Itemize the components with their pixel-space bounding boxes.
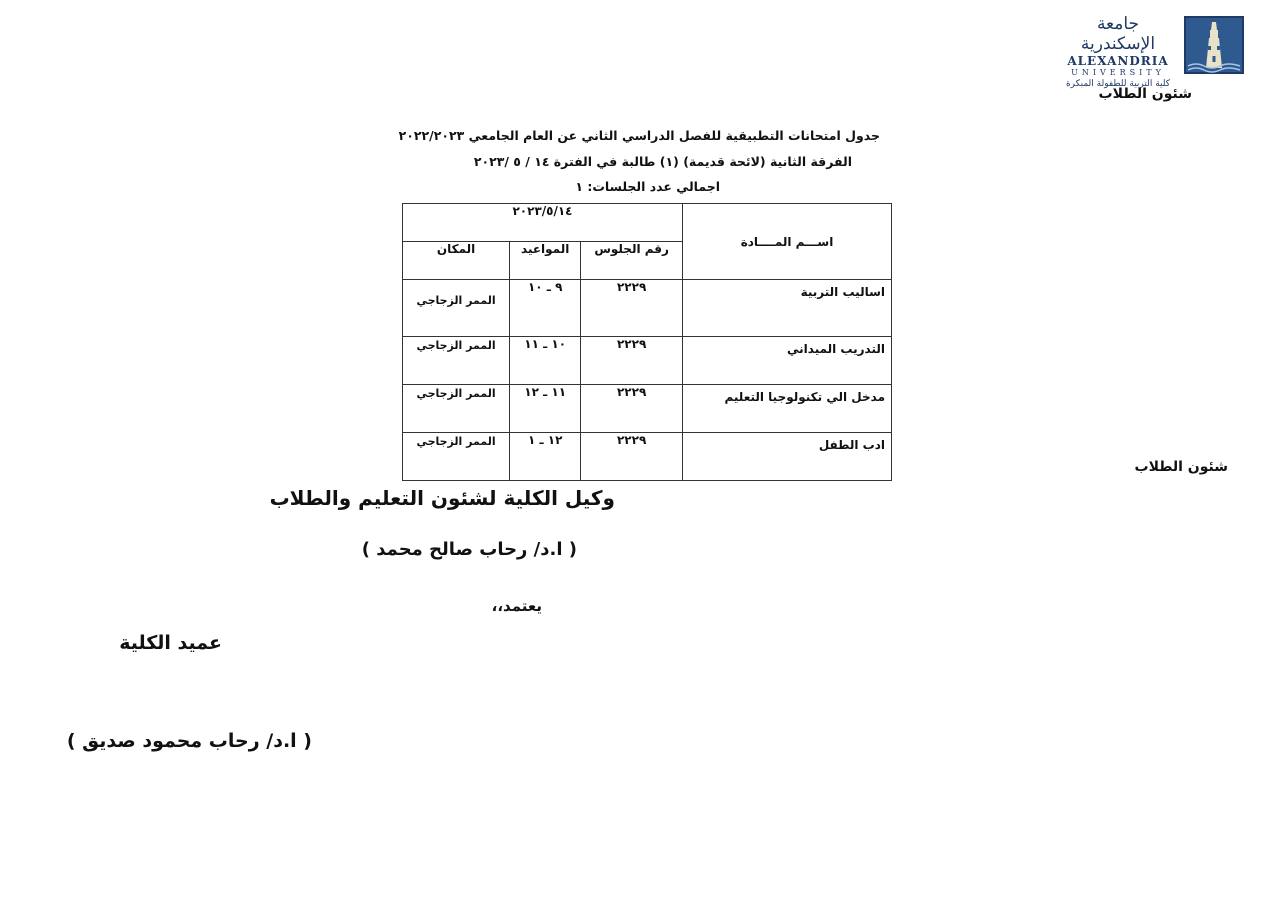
table-row: [403, 337, 892, 385]
exam-schedule-table: [402, 203, 892, 481]
logo-university-text: UNIVERSITY: [1071, 68, 1165, 77]
subject-cell: اساليب التربية: [683, 280, 892, 337]
subject-cell: مدخل الي تكنولوجيا التعليم: [683, 385, 892, 433]
time-cell: ٩ ـ ١٠: [510, 280, 581, 337]
logo-text-block: [1058, 14, 1178, 90]
subject-cell: ادب الطفل: [683, 433, 892, 481]
time-column-header: المواعيد: [510, 242, 581, 280]
table-row: [403, 280, 892, 337]
department-label-top: شئون الطلاب: [1098, 86, 1192, 102]
date-column-header: ٢٠٢٣/٥/١٤: [403, 204, 683, 242]
dean-name: ( ا.د/ رحاب محمود صديق ): [66, 730, 312, 752]
time-cell: ١٢ ـ ١: [510, 433, 581, 481]
logo-arabic-text: جامعة الإسكندرية: [1080, 14, 1156, 54]
seat-number-cell: ٢٢٢٩: [581, 337, 683, 385]
subject-column-header: اســـم المــــادة: [683, 204, 892, 280]
table-header-row: [403, 204, 892, 242]
seat-number-cell: ٢٢٢٩: [581, 280, 683, 337]
sessions-total-line: اجمالي عدد الجلسات: ١: [575, 179, 720, 194]
department-label-bottom: شئون الطلاب: [1134, 459, 1228, 475]
dean-title: عميد الكلية: [119, 632, 222, 654]
lighthouse-emblem-icon: [1184, 16, 1244, 74]
university-logo: [1058, 14, 1244, 89]
time-cell: ١٠ ـ ١١: [510, 337, 581, 385]
schedule-title-line1: جدول امتحانات التطبيقية للفصل الدراسي الثاني عن العام الجامعي ٢٠٢٢/٢٠٢٣: [398, 128, 880, 143]
place-cell: الممر الزجاجي: [403, 385, 510, 433]
table-row: [403, 385, 892, 433]
seat-number-cell: ٢٢٢٩: [581, 433, 683, 481]
subject-cell: التدريب الميداني: [683, 337, 892, 385]
logo-latin-text: ALEXANDRIA: [1067, 54, 1169, 68]
place-cell: الممر الزجاجي: [403, 280, 510, 337]
schedule-title-line2: الفرقة الثانية (لائحة قديمة) (١) طالبة في الفترة ١٤ / ٥ /٢٠٢٣: [473, 154, 852, 169]
vice-dean-name: ( ا.د/ رحاب صالح محمد ): [361, 539, 577, 560]
place-cell: الممر الزجاجي: [403, 337, 510, 385]
time-cell: ١١ ـ ١٢: [510, 385, 581, 433]
vice-dean-title: وكيل الكلية لشئون التعليم والطلاب: [269, 486, 615, 510]
place-column-header: المكان: [403, 242, 510, 280]
logo-faculty-text: كلية التربية للطفولة المبكرة: [1065, 79, 1171, 89]
seat-number-cell: ٢٢٢٩: [581, 385, 683, 433]
table-row: [403, 433, 892, 481]
seat-column-header: رقم الجلوس: [581, 242, 683, 280]
place-cell: الممر الزجاجي: [403, 433, 510, 481]
approval-label: يعتمد،،: [491, 597, 542, 615]
